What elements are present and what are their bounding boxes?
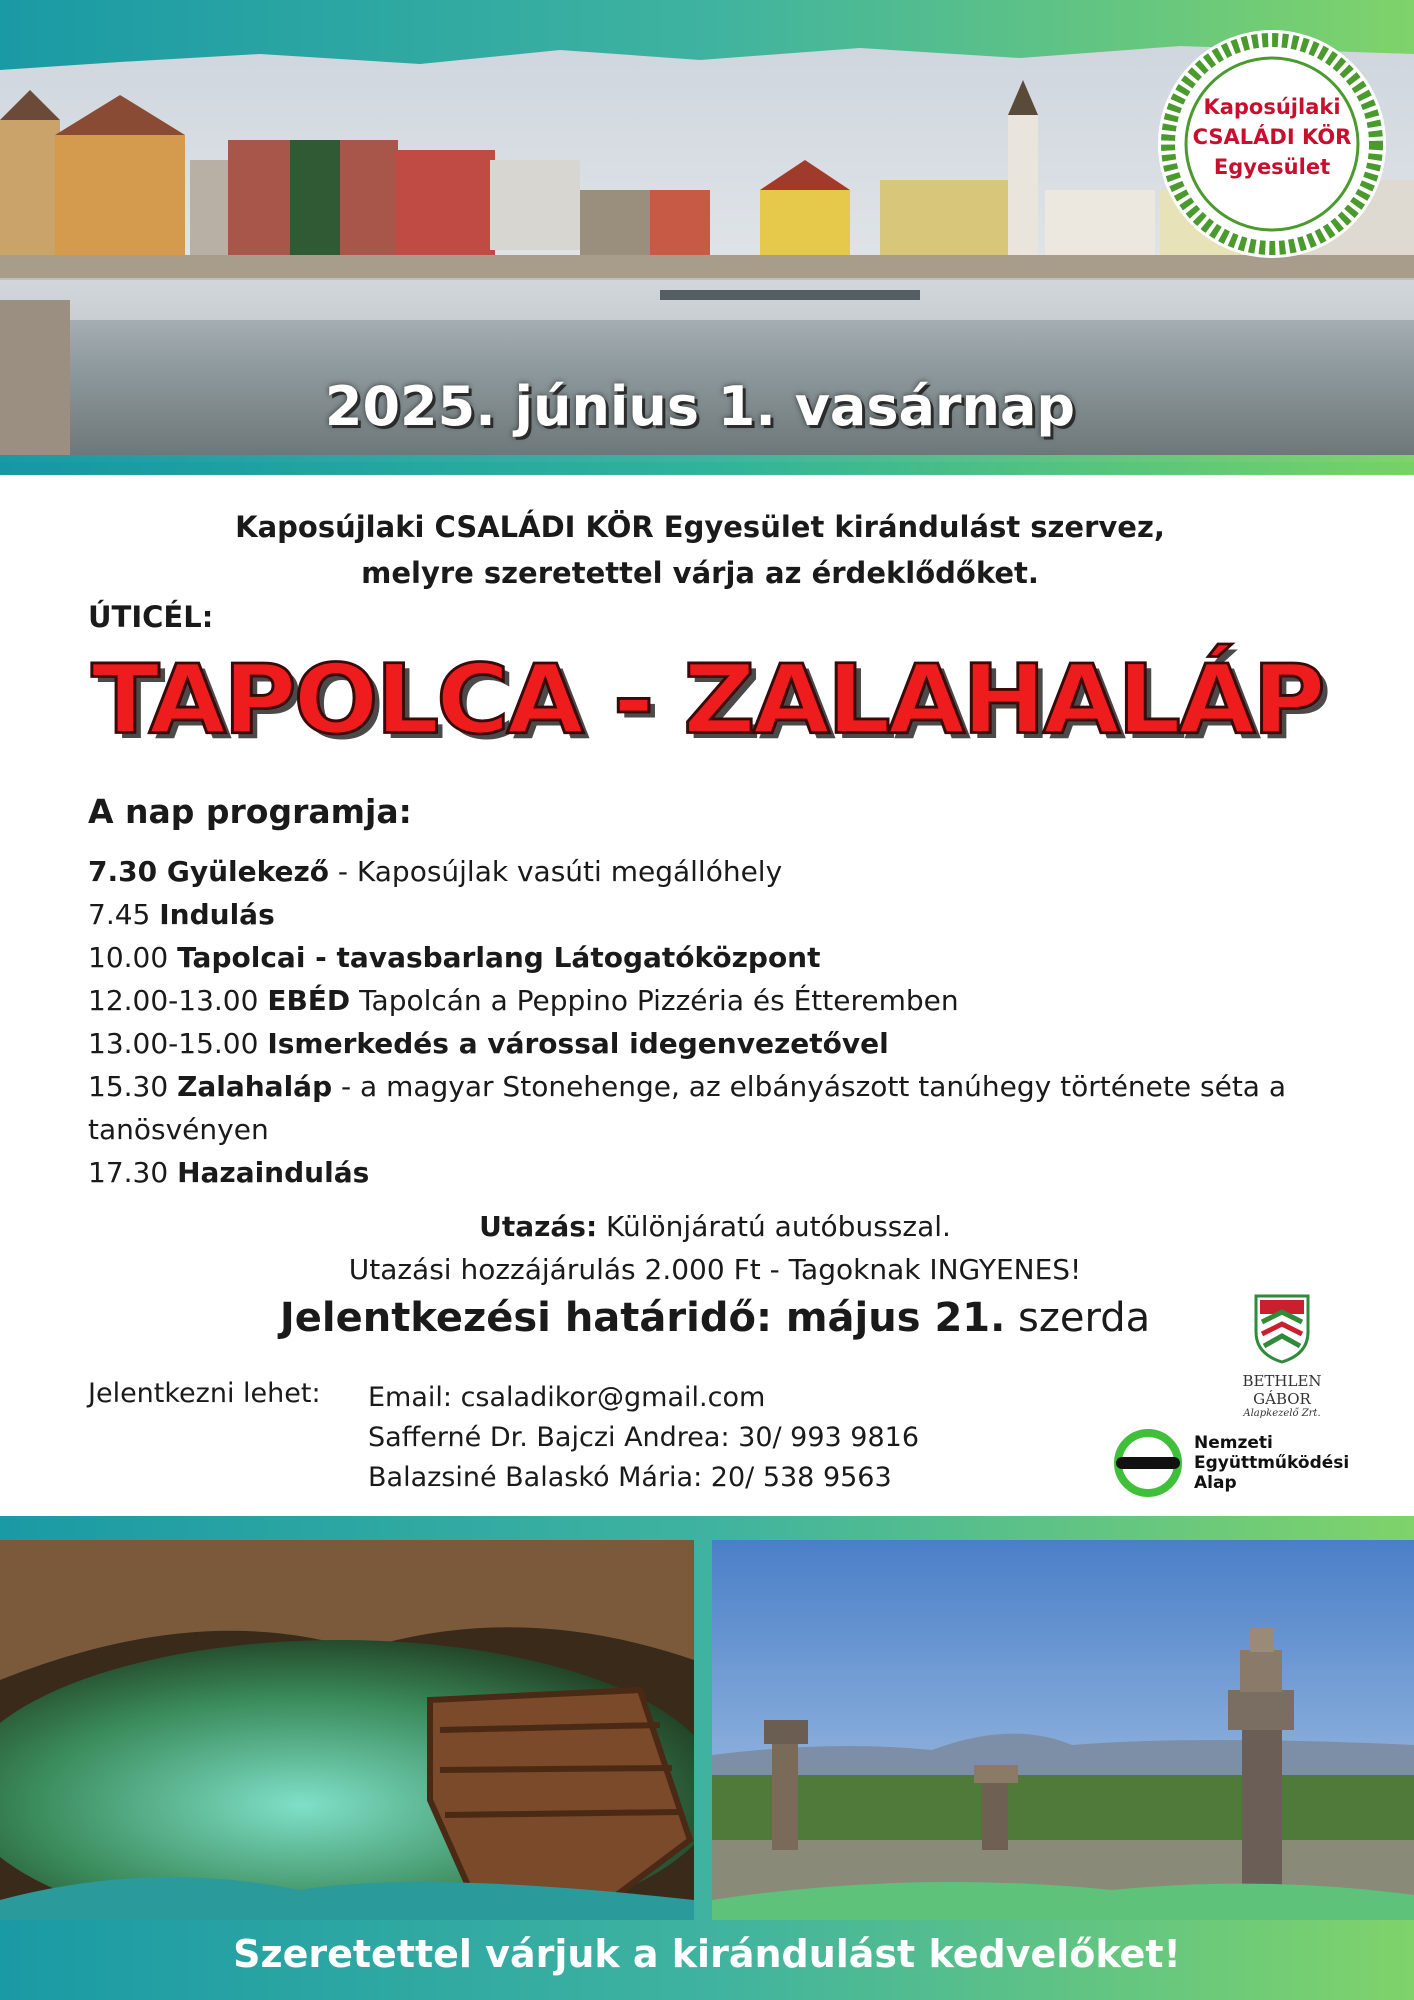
program-name: Indulás bbox=[159, 898, 275, 931]
contact-email[interactable]: Email: csaladikor@gmail.com bbox=[368, 1382, 766, 1413]
travel-label: Utazás: bbox=[479, 1210, 598, 1243]
program-desc: - Kaposújlak vasúti megállóhely bbox=[328, 855, 783, 888]
cave-lake-photo bbox=[0, 1540, 694, 1920]
program-name: Ismerkedés a várossal idegenvezetővel bbox=[267, 1027, 889, 1060]
club-logo-text bbox=[1158, 92, 1386, 182]
nea-logo bbox=[1112, 1423, 1392, 1503]
event-date: 2025. június 1. vasárnap bbox=[324, 375, 1076, 438]
travel-text: Különjáratú autóbusszal. bbox=[597, 1210, 951, 1243]
intro-line1: Kaposújlaki CSALÁDI KÖR Egyesület kirándulást szervez, bbox=[235, 510, 1165, 544]
bethlen-name: BETHLEN GÁBOR bbox=[1242, 1372, 1322, 1408]
program-time: 13.00-15.00 bbox=[88, 1027, 268, 1060]
program-item bbox=[88, 1151, 1348, 1194]
program-item bbox=[88, 893, 1348, 936]
program-time: 17.30 bbox=[88, 1156, 178, 1189]
nea-line2: Együttműködési bbox=[1194, 1453, 1350, 1473]
program-list bbox=[88, 850, 1348, 1194]
nea-text bbox=[1194, 1433, 1349, 1493]
nea-line3: Alap bbox=[1194, 1473, 1237, 1493]
program-item bbox=[88, 936, 1348, 979]
intro-line2: melyre szeretettel várja az érdeklődőket. bbox=[361, 556, 1039, 590]
travel-info bbox=[0, 1205, 1414, 1291]
travel-fee: Utazási hozzájárulás 2.000 Ft - Tagoknak INGYENES! bbox=[348, 1253, 1082, 1286]
destination-title: TAPOLCA - ZALAHALÁP bbox=[91, 643, 1323, 756]
program-time: 7.45 bbox=[88, 898, 160, 931]
shield-icon bbox=[1252, 1292, 1312, 1364]
contact-label: Jelentkezni lehet: bbox=[88, 1378, 321, 1409]
club-logo bbox=[1158, 30, 1386, 258]
contact-person-1: Safferné Dr. Bajczi Andrea: 30/ 993 9816 bbox=[368, 1422, 920, 1453]
contact-details bbox=[368, 1378, 919, 1498]
destination-label: ÚTICÉL: bbox=[88, 600, 214, 634]
nea-ring-icon bbox=[1112, 1425, 1184, 1501]
bethlen-gabor-logo bbox=[1218, 1292, 1346, 1419]
program-item bbox=[88, 1022, 1348, 1065]
program-time: 12.00-13.00 bbox=[88, 984, 268, 1017]
club-logo-line1: Kaposújlaki bbox=[1203, 95, 1341, 119]
program-time: 10.00 bbox=[88, 941, 178, 974]
bethlen-sub: Alapkezelő Zrt. bbox=[1243, 1408, 1321, 1419]
zalahalap-stones-photo bbox=[712, 1540, 1414, 1920]
nea-line1: Nemzeti bbox=[1194, 1433, 1273, 1453]
program-name: EBÉD bbox=[267, 984, 351, 1017]
program-item bbox=[88, 850, 1348, 893]
program-name: Zalahaláp bbox=[177, 1070, 333, 1103]
program-time: 15.30 bbox=[88, 1070, 178, 1103]
program-name: Tapolcai - tavasbarlang Látogatóközpont bbox=[177, 941, 821, 974]
program-item bbox=[88, 1065, 1348, 1151]
program-desc: Tapolcán a Peppino Pizzéria és Étteremben bbox=[350, 984, 959, 1017]
intro-text bbox=[0, 504, 1400, 596]
program-title: A nap programja: bbox=[88, 792, 412, 831]
program-desc: - a magyar Stonehenge, az elbányászott tanúhegy története séta a tanösvényen bbox=[88, 1070, 1287, 1146]
deadline-day: szerda bbox=[1005, 1295, 1151, 1341]
program-name: Hazaindulás bbox=[177, 1156, 370, 1189]
program-time: 7.30 Gyülekező bbox=[88, 855, 329, 888]
club-logo-line3: Egyesület bbox=[1213, 155, 1331, 179]
header-banner bbox=[0, 0, 1414, 475]
header-divider bbox=[0, 462, 1414, 474]
program-item bbox=[88, 979, 1348, 1022]
deadline-label: Jelentkezési határidő: május 21. bbox=[279, 1295, 1006, 1341]
deadline bbox=[0, 1295, 1414, 1341]
footer-slogan: Szeretettel várjuk a kirándulást kedvelőket! bbox=[233, 1932, 1181, 1976]
contact-person-2: Balazsiné Balaskó Mária: 20/ 538 9563 bbox=[368, 1462, 892, 1493]
club-logo-line2: CSALÁDI KÖR bbox=[1192, 125, 1352, 149]
